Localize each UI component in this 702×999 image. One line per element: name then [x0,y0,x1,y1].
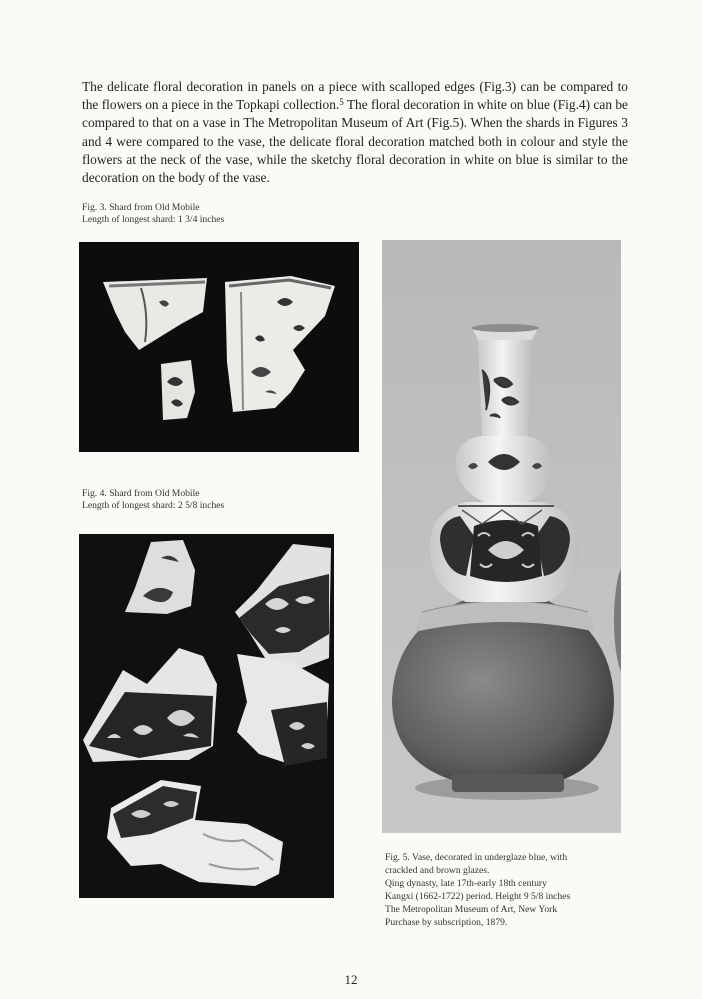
body-paragraph [82,78,628,187]
fig5-caption-line2: crackled and brown glazes. [385,865,490,876]
fig4-caption [82,488,224,512]
fig4-caption-line1: Fig. 4. Shard from Old Mobile [82,488,200,499]
fig4-caption-line2: Length of longest shard: 2 5/8 inches [82,500,225,511]
fig5-caption-line1: Fig. 5. Vase, decorated in underglaze blue, with [385,852,568,863]
fig5-caption-line6: Purchase by subscription, 1879. [385,917,508,928]
fig3-caption-line1: Fig. 3. Shard from Old Mobile [82,202,200,213]
fig3-caption-line2: Length of longest shard: 1 3/4 inches [82,214,225,225]
fig5-caption-line5: The Metropolitan Museum of Art, New York [385,904,558,915]
fig4-shard-photo [79,534,334,898]
fig3-caption [82,202,224,226]
fig5-vase-photo [382,240,621,833]
body-text-part1: The delicate floral decoration in panels on a piece with scalloped edges (Fig.3) can be compared to the flowers on a piece in the Topkapi collection. [82,79,628,113]
body-text-part2: The floral decoration in white on blue (Fig.4) can be compared to that on a vase in The Metropolitan Museum of Art (Fig.5). When the shards in Figures 3 and 4 were compared to the vase, the delicate floral decoration matched both in colour and style the flowers at the neck of the vase, while the sketchy floral decoration in white on blue is similar to the decoration on the body of the vase. [82,97,629,186]
fig3-shard-photo [79,242,359,452]
fig5-caption-line4: Kangxi (1662-1722) period. Height 9 5/8 inches [385,891,571,902]
page-number: 12 [344,972,358,987]
footnote-marker: 5 [339,97,344,108]
fig5-caption [385,851,570,929]
fig5-caption-line3: Qing dynasty, late 17th-early 18th century [385,878,547,889]
